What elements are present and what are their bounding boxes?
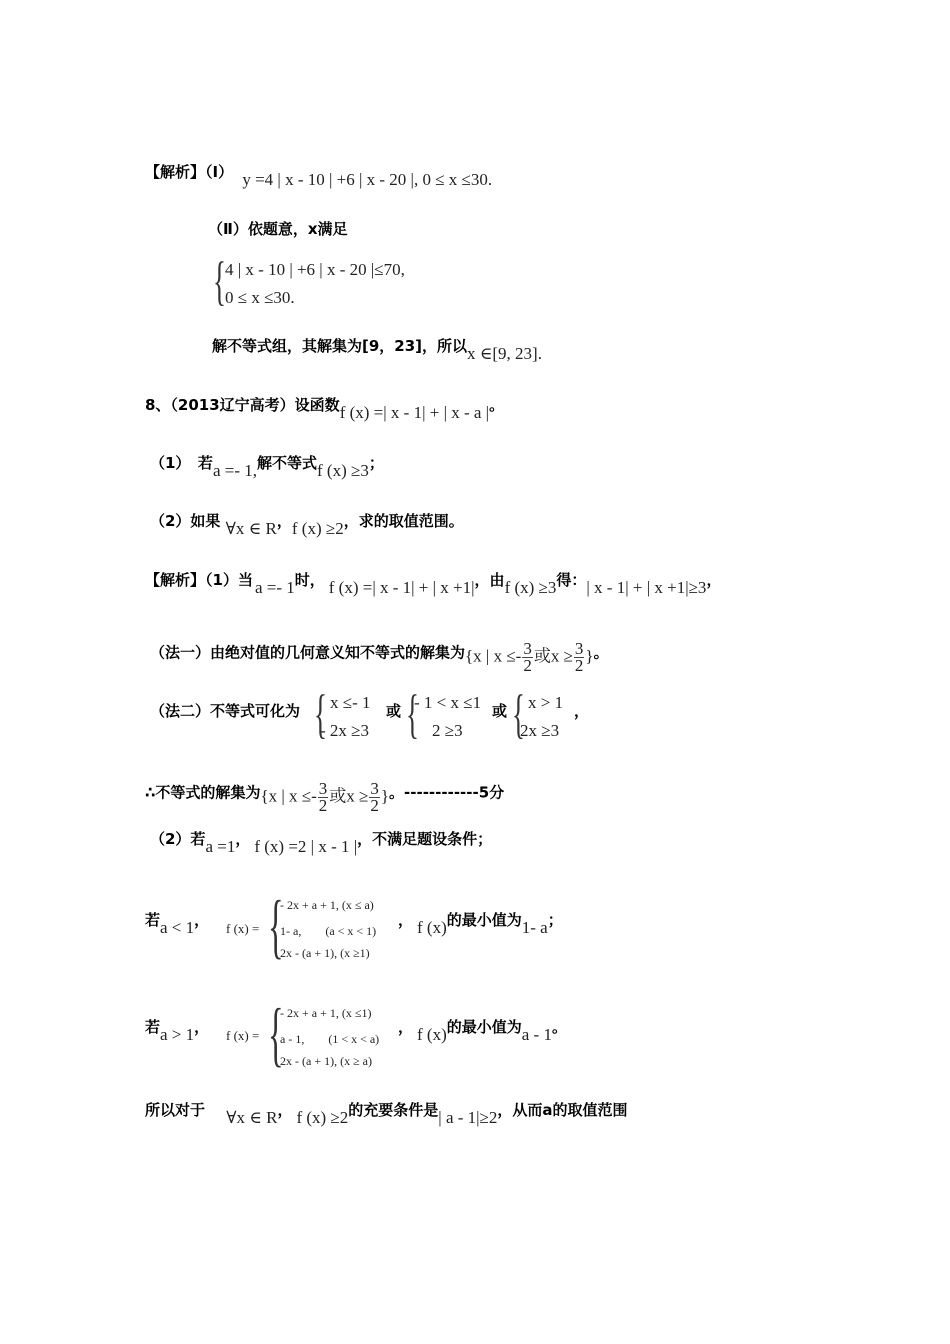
inequality-system — [213, 251, 473, 316]
sub2-label: （2）如果 — [150, 512, 221, 530]
sol1-ineq: f (x) ≥3 — [504, 578, 557, 597]
therefore-line — [145, 777, 505, 815]
final-ineq: f (x) ≥2 — [296, 1108, 349, 1127]
caseA-comma: ， — [194, 911, 210, 929]
final-comma: ， — [277, 1101, 293, 1119]
caseB-row1: - 2x + a + 1, (x ≤1) — [280, 1006, 372, 1020]
final-cond: | a - 1|≥2 — [438, 1108, 498, 1127]
final-tail: ，从而a的取值范围 — [497, 1101, 628, 1119]
sub1-condition: a =- 1, — [212, 461, 257, 480]
caseB-end: 。 — [551, 1018, 567, 1036]
method-1-line — [150, 637, 609, 675]
piecewise-a-lt-1 — [268, 886, 408, 966]
therefore-tail: 。------------5分 — [389, 783, 505, 802]
fraction-3-2-b: $\frac{3}{2}$ — [574, 639, 584, 675]
caseA-min: 1- a — [521, 918, 548, 937]
caseB-row3: 2x - (a + 1), (x ≥ a) — [280, 1054, 372, 1068]
method-2-end: ， — [574, 702, 590, 720]
or-2: 或 — [492, 702, 508, 720]
solve-text: 解不等式组，其解集为[9，23]，所以 — [212, 337, 468, 355]
q8-subquestion-2 — [150, 511, 464, 538]
part-I-label: （Ⅰ） — [205, 163, 234, 181]
caseB-tail — [398, 1017, 567, 1044]
caseA-end: ； — [547, 911, 563, 929]
system-row-1: 4 | x - 10 | +6 | x - 20 |≤70, — [225, 260, 405, 279]
case2-row1: - 1 < x ≤1 — [414, 693, 482, 712]
q8-title-text: 8、（2013辽宁高考）设函数 — [145, 396, 340, 414]
final-text: 所以对于 — [145, 1101, 206, 1119]
caseB-ruo: 若 — [145, 1018, 161, 1036]
q8-end: 。 — [489, 396, 505, 414]
case1-row2: - 2x ≥3 — [320, 721, 369, 740]
case3-row2: 2x ≥3 — [520, 721, 560, 740]
caseB-comma2: ， — [398, 1018, 414, 1036]
caseB-min: a - 1 — [521, 1025, 552, 1044]
case1-row1: x ≤- 1 — [330, 693, 371, 712]
case2-row2: 2 ≥3 — [432, 721, 463, 740]
fraction-3-2-d: $\frac{3}{2}$ — [370, 779, 379, 815]
part-2-line — [150, 829, 493, 856]
formula-y: y =4 | x - 10 | +6 | x - 20 |, 0 ≤ x ≤30. — [242, 170, 493, 189]
caseA-fx: f (x) = — [226, 921, 260, 936]
solution-set: {x | x ≤- $\frac{3}{2}$ 或x ≥ $\frac{3}{2}$ } — [465, 639, 594, 675]
solution-label: 【解析】 — [145, 163, 206, 181]
method-1-text: （法一）由绝对值的几何意义知不等式的解集为 — [150, 643, 466, 662]
sol1-a: a =- 1 — [254, 578, 295, 597]
caseA-comma2: ， — [398, 911, 414, 929]
case-system-2 — [406, 684, 496, 749]
sub2-forall: ∀x ∈ R — [225, 519, 277, 538]
case3-row1: x > 1 — [528, 693, 564, 712]
solve-math: x ∈[9, 23]. — [467, 344, 542, 363]
sol1-de: 得： — [556, 571, 587, 589]
sol1-label: 【解析】（1）当 — [145, 571, 253, 589]
system-row-2: 0 ≤ x ≤30. — [225, 288, 295, 307]
caseB-comma: ， — [194, 1018, 210, 1036]
caseA-lead — [145, 910, 210, 937]
case-system-3 — [512, 684, 582, 749]
caseB-cond: a > 1 — [160, 1025, 195, 1044]
sol1-shi: 时， — [294, 571, 325, 589]
p2-label: （2）若 — [150, 830, 206, 848]
case-system-1 — [314, 684, 394, 749]
sol1-f: f (x) =| x - 1| + | x +1| — [328, 578, 475, 597]
caseB-row2: a - 1, (1 < x < a) — [280, 1032, 380, 1046]
caseA-f: f (x) — [417, 918, 447, 937]
caseA-cond: a < 1 — [160, 918, 195, 937]
sol1-you: ，由 — [474, 571, 505, 589]
solution-set-2: {x | x ≤- $\frac{3}{2}$ 或x ≥ $\frac{3}{2}$ } — [260, 779, 390, 815]
caseA-tail — [398, 910, 563, 937]
sol1-result: | x - 1| + | x +1|≥3 — [586, 578, 707, 597]
piecewise-a-gt-1 — [268, 994, 408, 1074]
solution-1-line — [145, 570, 722, 597]
or-1: 或 — [386, 702, 402, 720]
caseB-fx: f (x) = — [226, 1028, 260, 1043]
caseA-row3: 2x - (a + 1), (x ≥1) — [280, 946, 370, 960]
q8-subquestion-1 — [150, 453, 384, 480]
solve-line — [212, 336, 542, 363]
left-brace: { — [406, 684, 419, 744]
fraction-3-2-a: $\frac{3}{2}$ — [523, 639, 532, 675]
sub2-inequality: f (x) ≥2 — [291, 519, 344, 538]
caseB-text: 的最小值为 — [446, 1018, 522, 1036]
p2-f: f (x) =2 | x - 1 | — [254, 837, 358, 856]
left-brace: { — [512, 684, 525, 744]
fraction-3-2-c: $\frac{3}{2}$ — [318, 779, 328, 815]
caseB-f: f (x) — [417, 1025, 447, 1044]
p2-a: a =1 — [205, 837, 236, 856]
sub2-text: ，求的取值范围。 — [343, 512, 464, 530]
q8-function: f (x) =| x - 1| + | x - a | — [339, 403, 490, 422]
final-text2: 的充要条件是 — [348, 1101, 439, 1119]
final-line — [145, 1100, 628, 1127]
caseA-row2: 1- a, (a < x < 1) — [280, 924, 377, 938]
left-brace: { — [314, 684, 327, 744]
sub1-text: 解不等式 — [256, 454, 317, 472]
p2-comma: ， — [235, 830, 251, 848]
method-2-text: （法二）不等式可化为 — [150, 702, 301, 720]
sub1-label: （1） 若 — [150, 454, 213, 472]
caseA-row1: - 2x + a + 1, (x ≤ a) — [280, 898, 374, 912]
method-1-end: 。 — [593, 643, 609, 662]
solution-I-line — [145, 162, 493, 189]
p2-text: ，不满足题设条件； — [357, 830, 493, 848]
sol1-end: ， — [706, 571, 722, 589]
sub1-inequality: f (x) ≥3 — [317, 461, 369, 480]
caseA-text: 的最小值为 — [446, 911, 522, 929]
caseA-ruo: 若 — [145, 911, 161, 929]
question-8-title — [145, 395, 505, 422]
sub2-comma: ， — [276, 512, 292, 530]
left-brace: { — [213, 251, 226, 311]
caseB-lead — [145, 1017, 210, 1044]
therefore-text: ∴不等式的解集为 — [145, 783, 261, 802]
part-II-label: （Ⅱ）依题意，x满足 — [208, 220, 348, 238]
sub1-end: ； — [368, 454, 384, 472]
final-forall: ∀x ∈ R — [226, 1108, 278, 1127]
left-brace: { — [268, 886, 284, 966]
left-brace: { — [268, 994, 284, 1074]
